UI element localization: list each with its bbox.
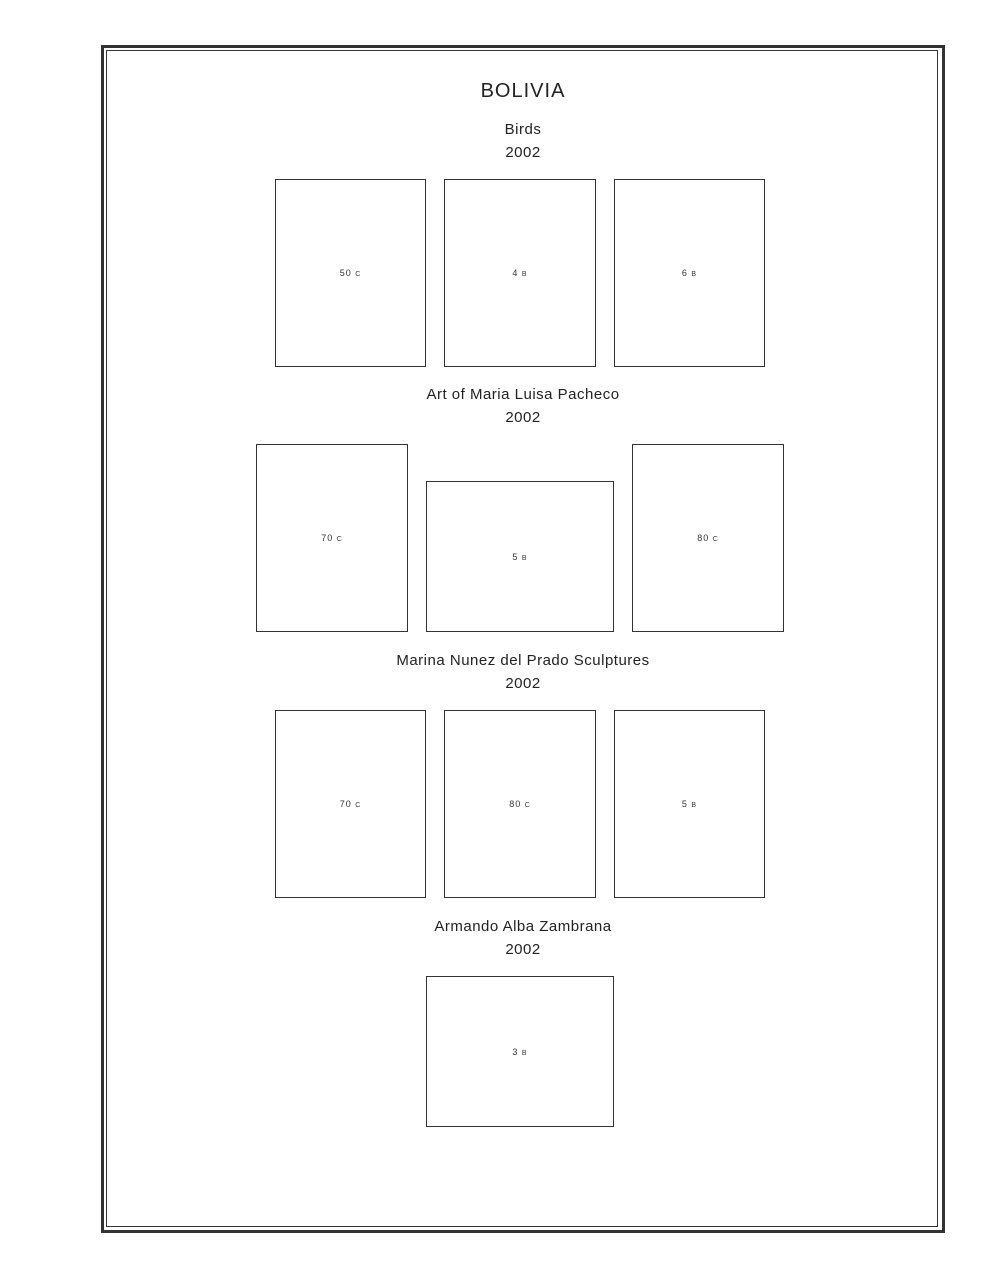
stamp-box <box>632 444 784 632</box>
stamp-box <box>426 976 614 1127</box>
set-year-zambrana: 2002 <box>505 941 541 958</box>
set-year-birds: 2002 <box>505 144 541 161</box>
country-title: BOLIVIA <box>480 80 566 102</box>
stamp-denomination: 80 C <box>697 533 719 543</box>
stamp-denomination: 6 B <box>681 268 698 278</box>
set-title-pacheco: Art of Maria Luisa Pacheco <box>426 386 620 403</box>
stamp-denomination: 5 B <box>512 551 528 562</box>
set-year-pacheco: 2002 <box>505 409 541 426</box>
stamp-box <box>275 710 426 898</box>
stamp-box <box>444 710 596 898</box>
stamp-denomination: 3 B <box>512 1046 528 1057</box>
set-title-birds: Birds <box>504 121 542 138</box>
stamp-box <box>614 710 765 898</box>
set-title-sculptures: Marina Nunez del Prado Sculptures <box>396 652 650 669</box>
stamp-denomination: 5 B <box>681 799 698 809</box>
stamp-box <box>614 179 765 367</box>
stamp-denomination: 50 C <box>339 268 362 278</box>
set-title-zambrana: Armando Alba Zambrana <box>434 918 612 935</box>
stamp-box <box>256 444 408 632</box>
set-year-sculptures: 2002 <box>505 675 541 692</box>
stamp-denomination: 80 C <box>509 799 531 809</box>
stamp-denomination: 70 C <box>339 799 362 809</box>
stamp-denomination: 70 C <box>321 533 343 543</box>
stamp-box <box>426 481 614 632</box>
stamp-box <box>444 179 596 367</box>
stamp-box <box>275 179 426 367</box>
stamp-denomination: 4 B <box>512 268 528 278</box>
